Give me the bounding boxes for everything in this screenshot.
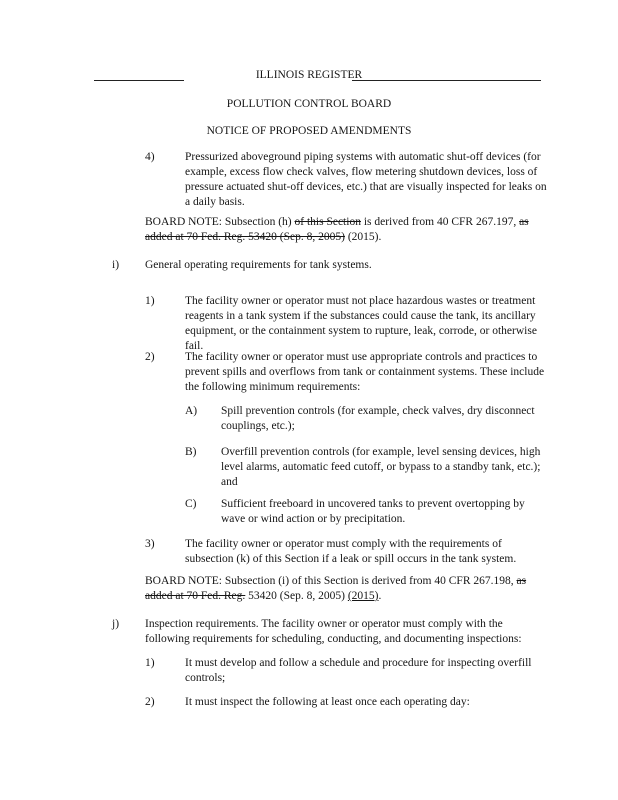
item-h4-number: 4) <box>145 151 155 163</box>
item-i2-text: The facility owner or operator must use appropriate controls and practices to prevent spills and overflows from tank or containment systems. These include the following minimum requirements: <box>185 351 545 393</box>
item-i1-text: The facility owner or operator must not place hazardous wastes or treatment reagents in a tank system if the substances could cause the tank, its ancillary equipment, or the containment system to rupture, leak, corrode, or otherwise fail. <box>185 295 537 352</box>
section-j-label: j) <box>112 618 120 630</box>
note-h-struck-2: as added at 70 Fed. Reg. 53420 (Sep. 8, 2005) <box>145 216 529 243</box>
notice-title: NOTICE OF PROPOSED AMENDMENTS <box>206 125 412 137</box>
note-i-added: (2015) <box>347 590 379 602</box>
note-h-pre: BOARD NOTE: Subsection (h) <box>145 216 295 228</box>
item-j2-text: It must inspect the following at least once each operating day: <box>185 696 470 708</box>
section-i-label: i) <box>112 259 120 271</box>
board-note-h <box>145 215 545 245</box>
item-i3-number: 3) <box>145 538 155 550</box>
item-i2c-text: Sufficient freeboard in uncovered tanks to prevent overtopping by wave or wind action or by precipitation. <box>221 498 525 525</box>
note-i-pre: BOARD NOTE: Subsection (i) of this Section is derived from 40 CFR 267.198, <box>145 575 517 587</box>
section-i-title: General operating requirements for tank systems. <box>145 259 372 271</box>
item-h4-text: Pressurized aboveground piping systems with automatic shut-off devices (for example, excess flow check valves, flow metering shutdown devices, loss of pressure actuated shut-off devices, etc.) that are visually inspected for leaks on a daily basis. <box>185 151 547 208</box>
note-h-mid: is derived from 40 CFR 267.197, <box>360 216 520 228</box>
item-i2a-letter: A) <box>185 405 198 417</box>
item-i2c-letter: C) <box>185 498 197 510</box>
item-i3-text: The facility owner or operator must comply with the requirements of subsection (k) of this Section if a leak or spill occurs in the tank system. <box>185 538 517 565</box>
item-j2-number: 2) <box>145 696 155 708</box>
note-h-struck-1: of this Section <box>294 216 361 228</box>
item-i2a-text: Spill prevention controls (for example, check valves, dry disconnect couplings, etc.); <box>221 405 535 432</box>
item-i1-number: 1) <box>145 295 155 307</box>
item-j1-text: It must develop and follow a schedule and procedure for inspecting overfill controls; <box>185 657 532 684</box>
note-i-struck: as added at 70 Fed. Reg. <box>145 575 527 602</box>
board-note-i <box>145 574 547 604</box>
board-title: POLLUTION CONTROL BOARD <box>226 98 392 110</box>
section-j-text: Inspection requirements. The facility owner or operator must comply with the following requirements for scheduling, conducting, and documenting inspections: <box>145 618 522 645</box>
register-title: ILLINOIS REGISTER <box>255 69 363 81</box>
item-i2b-letter: B) <box>185 446 197 458</box>
note-i-mid: 53420 (Sep. 8, 2005) <box>245 590 348 602</box>
note-i-post: . <box>378 590 382 602</box>
item-i2-number: 2) <box>145 351 155 363</box>
note-h-post: (2015). <box>344 231 382 243</box>
item-j1-number: 1) <box>145 657 155 669</box>
item-i2b-text: Overfill prevention controls (for example, level sensing devices, high level alarms, automatic feed cutoff, or bypass to a standby tank, etc.); and <box>221 446 541 488</box>
